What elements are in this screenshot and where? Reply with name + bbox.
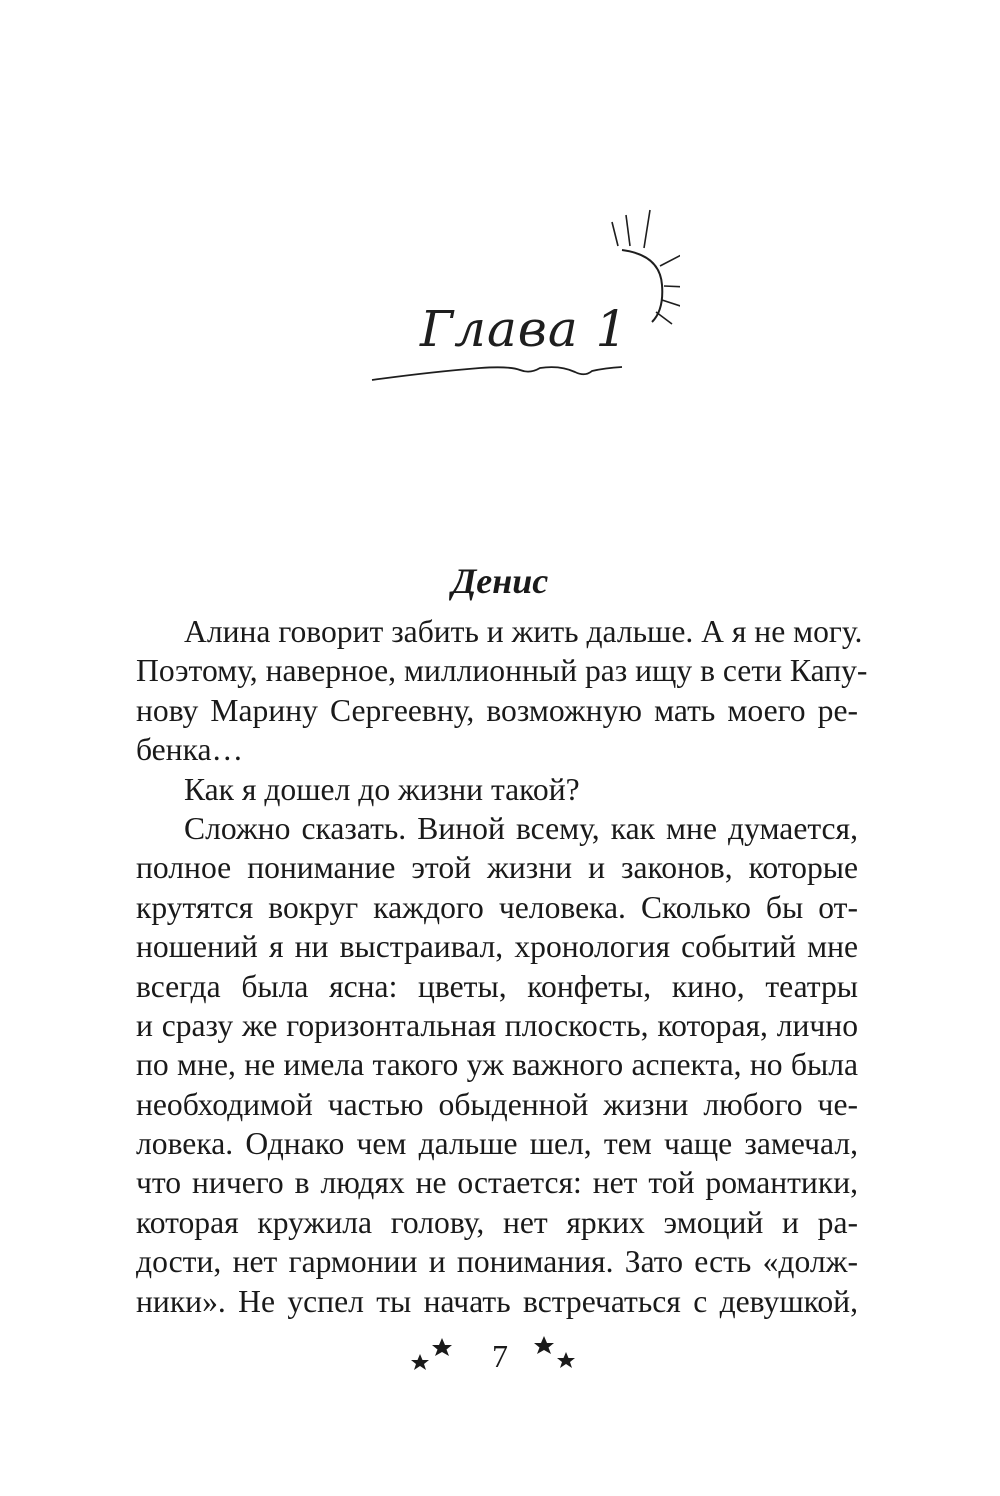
text-line: Сложно сказать. Виной всему, как мне думается, [184, 810, 858, 846]
sun-ray [662, 300, 680, 314]
star-icon [534, 1336, 554, 1354]
sun-ray [644, 210, 650, 248]
text-line: Как я дошел до жизни такой? [184, 771, 580, 807]
text-line: полное понимание этой жизни и законов, которые [136, 850, 858, 886]
body-text [136, 612, 868, 1321]
chapter-title: Глава 1 [420, 300, 629, 358]
section-heading: Денис [451, 561, 549, 601]
text-line: крутятся вокруг каждого человека. Сколько бы от- [136, 889, 858, 925]
text-line: которая кружила голову, нет ярких эмоций и ра- [136, 1204, 858, 1240]
sun-ray [626, 215, 630, 246]
text-line: ловека. Однако чем дальше шел, тем чаще замечал, [136, 1126, 858, 1162]
sun-ray [656, 312, 672, 324]
text-line: бенка… [136, 732, 244, 768]
text-line: и сразу же горизонтальная плоскость, которая, лично [136, 1007, 858, 1043]
text-line: Поэтому, наверное, миллионный раз ищу в сети Капу- [136, 653, 868, 689]
page-number: 7 [492, 1338, 508, 1374]
star-icon [557, 1352, 575, 1368]
sun-ray [660, 240, 680, 266]
sun-ray [612, 222, 618, 246]
text-line: всегда была ясна: цветы, конфеты, кино, театры [136, 968, 858, 1004]
text-line: ношений я ни выстраивал, хронология событий мне [136, 929, 858, 965]
title-underline [372, 367, 622, 380]
stars-right-icon [528, 1330, 588, 1380]
text-line: нову Марину Сергеевну, возможную мать моего ре- [136, 692, 858, 728]
text-line: ники». Не успел ты начать встречаться с девушкой, [136, 1283, 858, 1319]
text-line: дости, нет гармонии и понимания. Зато есть «долж- [136, 1244, 858, 1280]
page-footer [0, 1330, 1000, 1390]
sun-ray [664, 286, 680, 288]
text-line: по мне, не имела такого уж важного аспекта, но была [136, 1047, 858, 1083]
text-line: что ничего в людях не остается: нет той романтики, [136, 1165, 858, 1201]
text-line: Алина говорит забить и жить дальше. А я не могу. [184, 614, 863, 649]
text-line: необходимой частью обыденной жизни любого че- [136, 1086, 858, 1122]
